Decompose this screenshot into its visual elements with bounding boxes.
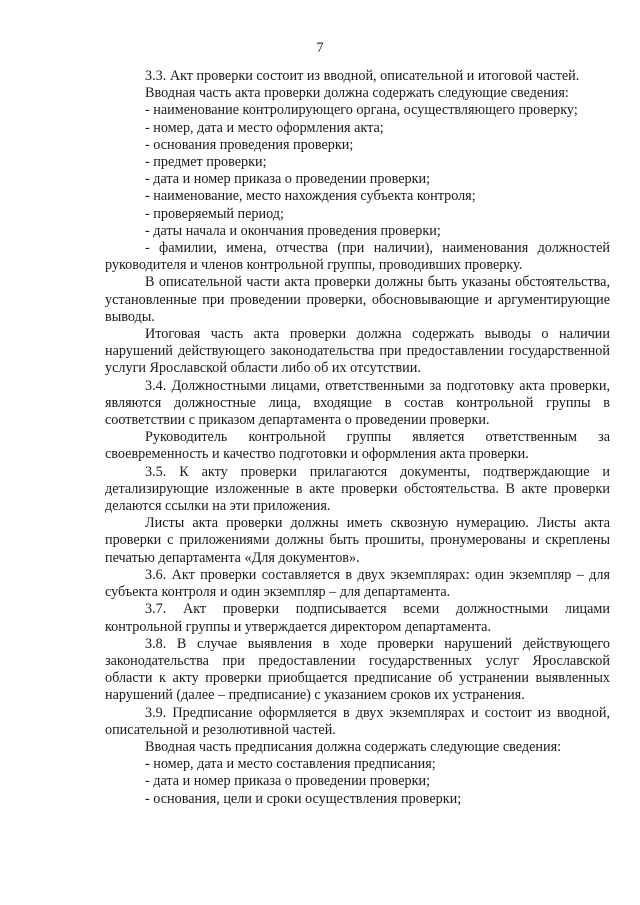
list-item: - дата и номер приказа о проведении проверки; [145,171,431,188]
paragraph: 3.7. Акт проверки подписывается всеми должностными лицами контрольной группы и утверждается директором департамента. [105,601,610,635]
paragraph: 3.9. Предписание оформляется в двух экземплярах и состоит из вводной, описательной и резолютивной частей. [105,704,610,738]
list-item: - наименование, место нахождения субъекта контроля; [145,188,476,205]
page-number: 7 [316,40,324,56]
paragraph: Вводная часть предписания должна содержать следующие сведения: [145,738,562,755]
list-item: - даты начала и окончания проведения проверки; [145,222,441,239]
paragraph: 3.3. Акт проверки состоит из вводной, описательной и итоговой частей. [145,68,580,84]
paragraph: 3.8. В случае выявления в ходе проверки нарушений действующего законодательства при предоставлении государственных услуг Ярославской области к акту проверки приобщается предписание об устранении выявленных нарушений (далее – предписание) с указанием сроков их устранения. [105,635,610,704]
paragraph: 3.5. К акту проверки прилагаются документы, подтверждающие и детализирующие изложенные в акте проверки обстоятельства. В акте проверки делаются ссылки на эти приложения. [105,463,610,515]
paragraph: Руководитель контрольной группы является ответственным за своевременность и качество подготовки и оформления акта проверки. [105,429,610,463]
paragraph: 3.4. Должностными лицами, ответственными за подготовку акта проверки, являются должностные лица, входящие в состав контрольной группы в соответствии с приказом департамента о проведении проверки. [105,377,610,429]
list-item: - проверяемый период; [145,205,284,222]
list-item: - основания, цели и сроки осуществления проверки; [145,790,462,807]
list-item: - номер, дата и место составления предписания; [145,756,436,773]
list-item: - наименование контролирующего органа, осуществляющего проверку; [145,102,578,119]
list-item: - основания проведения проверки; [145,136,354,153]
paragraph: Итоговая часть акта проверки должна содержать выводы о наличии нарушений действующего законодательства при предоставлении государственной услуги Ярославской области либо об их отсутствии. [105,326,610,377]
document-body [105,68,610,808]
list-item: - предмет проверки; [145,154,267,171]
paragraph: 3.6. Акт проверки составляется в двух экземплярах: один экземпляр – для субъекта контроля и один экземпляр – для департамента. [105,566,610,601]
list-item: - номер, дата и место оформления акта; [145,119,384,136]
paragraph: Вводная часть акта проверки должна содержать следующие сведения: [145,85,569,102]
paragraph: - фамилии, имена, отчества (при наличии), наименования должностей руководителя и членов контрольной группы, проводивших проверку. [105,240,610,274]
paragraph: В описательной части акта проверки должны быть указаны обстоятельства, установленные при проведении проверки, обосновывающие и аргументирующие выводы. [105,274,610,325]
list-item: - дата и номер приказа о проведении проверки; [145,773,431,790]
paragraph: Листы акта проверки должны иметь сквозную нумерацию. Листы акта проверки с приложениями должны быть прошиты, пронумерованы и скреплены печатью департамента «Для документов». [105,515,610,566]
